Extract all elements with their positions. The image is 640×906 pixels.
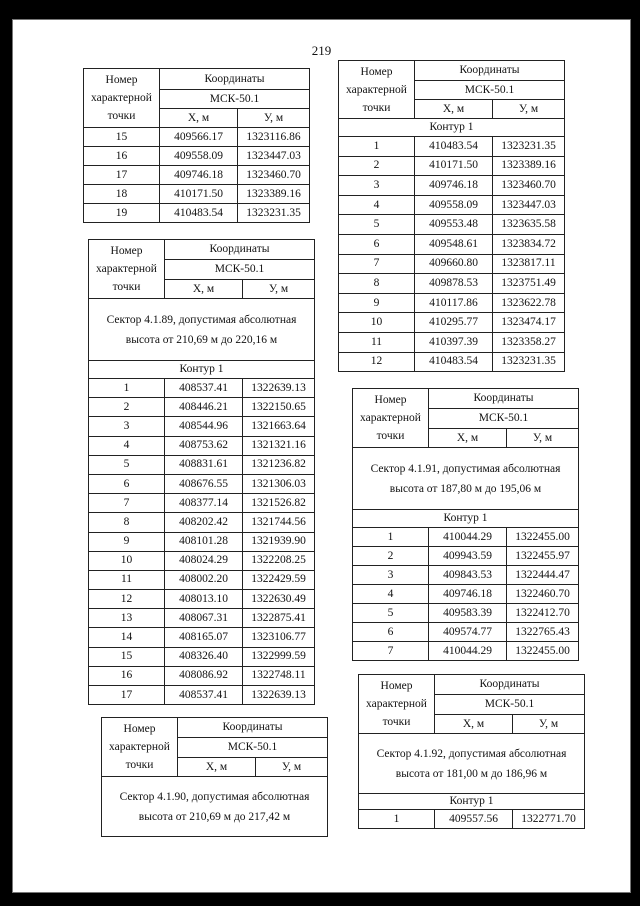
y-coordinate-cell: 1323358.27: [493, 332, 565, 352]
y-coordinate-cell: 1322999.59: [243, 647, 315, 666]
point-number-cell: 3: [353, 566, 429, 585]
y-coordinate-cell: 1323447.03: [238, 147, 310, 166]
header-point-number: Номер характерной точки: [89, 240, 165, 299]
y-coordinate-cell: 1321236.82: [243, 455, 315, 474]
table-row: [353, 528, 579, 547]
table-row: [84, 204, 310, 223]
point-number-cell: 15: [84, 128, 160, 147]
table-row: [339, 234, 565, 254]
point-number-cell: 17: [84, 166, 160, 185]
point-number-cell: 17: [89, 686, 165, 705]
point-number-cell: 1: [89, 379, 165, 398]
x-coordinate-cell: 408537.41: [165, 686, 243, 705]
header-y: У, м: [507, 429, 579, 448]
x-coordinate-cell: 408326.40: [165, 647, 243, 666]
table-row: [339, 293, 565, 313]
y-coordinate-cell: 1322455.97: [507, 547, 579, 566]
point-number-cell: 1: [339, 137, 415, 157]
point-number-cell: 6: [353, 623, 429, 642]
table-row: [89, 609, 315, 628]
x-coordinate-cell: 410044.29: [429, 642, 507, 661]
table-row: [353, 604, 579, 623]
y-coordinate-cell: 1322208.25: [243, 551, 315, 570]
point-number-cell: 10: [339, 313, 415, 333]
x-coordinate-cell: 410483.54: [160, 204, 238, 223]
header-coordinate-system: МСК-50.1: [178, 738, 328, 758]
point-number-cell: 4: [353, 585, 429, 604]
header-coordinate-system: МСК-50.1: [429, 409, 579, 429]
point-number-cell: 5: [353, 604, 429, 623]
table-row: [339, 137, 565, 157]
header-coordinate-system: МСК-50.1: [160, 90, 310, 109]
point-number-cell: 6: [89, 474, 165, 493]
table-row: [89, 494, 315, 513]
table-row: [89, 513, 315, 532]
header-point-number: Номер характерной точки: [339, 61, 415, 119]
table-row: [339, 254, 565, 274]
x-coordinate-cell: 409566.17: [160, 128, 238, 147]
y-coordinate-cell: 1323474.17: [493, 313, 565, 333]
y-coordinate-cell: 1321321.16: [243, 436, 315, 455]
x-coordinate-cell: 408676.55: [165, 474, 243, 493]
coordinates-table: [101, 717, 328, 837]
y-coordinate-cell: 1322455.00: [507, 642, 579, 661]
point-number-cell: 3: [89, 417, 165, 436]
coordinates-table: [83, 68, 310, 223]
y-coordinate-cell: 1321744.56: [243, 513, 315, 532]
point-number-cell: 4: [89, 436, 165, 455]
table-row: [89, 474, 315, 493]
point-number-cell: 7: [89, 494, 165, 513]
point-number-cell: 11: [89, 570, 165, 589]
y-coordinate-cell: 1323460.70: [238, 166, 310, 185]
x-coordinate-cell: 408377.14: [165, 494, 243, 513]
point-number-cell: 12: [89, 590, 165, 609]
point-number-cell: 9: [89, 532, 165, 551]
point-number-cell: 2: [353, 547, 429, 566]
y-coordinate-cell: 1323751.49: [493, 274, 565, 294]
x-coordinate-cell: 408002.20: [165, 570, 243, 589]
table-row: [89, 666, 315, 685]
y-coordinate-cell: 1322150.65: [243, 398, 315, 417]
table-row: [353, 585, 579, 604]
header-coordinates: Координаты: [415, 61, 565, 81]
y-coordinate-cell: 1323231.35: [493, 137, 565, 157]
header-x: X, м: [435, 715, 513, 734]
sector-caption: Сектор 4.1.90, допустимая абсолютная высота от 210,69 м до 217,42 м: [102, 777, 328, 837]
y-coordinate-cell: 1321939.90: [243, 532, 315, 551]
point-number-cell: 4: [339, 195, 415, 215]
header-coordinate-system: МСК-50.1: [435, 695, 585, 715]
y-coordinate-cell: 1322630.49: [243, 590, 315, 609]
x-coordinate-cell: 408544.96: [165, 417, 243, 436]
x-coordinate-cell: 408101.28: [165, 532, 243, 551]
table-row: [339, 352, 565, 372]
header-point-number: Номер характерной точки: [102, 718, 178, 777]
y-coordinate-cell: 1322455.00: [507, 528, 579, 547]
y-coordinate-cell: 1323389.16: [238, 185, 310, 204]
table-row: [89, 532, 315, 551]
header-x: X, м: [165, 280, 243, 299]
sector-caption: Сектор 4.1.89, допустимая абсолютная высота от 210,69 м до 220,16 м: [89, 299, 315, 361]
header-x: X, м: [415, 100, 493, 119]
y-coordinate-cell: 1321663.64: [243, 417, 315, 436]
y-coordinate-cell: 1323834.72: [493, 234, 565, 254]
point-number-cell: 15: [89, 647, 165, 666]
header-y: У, м: [513, 715, 585, 734]
point-number-cell: 14: [89, 628, 165, 647]
coordinates-table: [358, 674, 585, 829]
y-coordinate-cell: 1323460.70: [493, 176, 565, 196]
x-coordinate-cell: 409843.53: [429, 566, 507, 585]
header-x: X, м: [178, 758, 256, 777]
table-row: [89, 570, 315, 589]
table-row: [339, 215, 565, 235]
table-row: [353, 642, 579, 661]
x-coordinate-cell: 409943.59: [429, 547, 507, 566]
point-number-cell: 6: [339, 234, 415, 254]
y-coordinate-cell: 1323389.16: [493, 156, 565, 176]
header-coordinates: Координаты: [165, 240, 315, 260]
x-coordinate-cell: 409558.09: [160, 147, 238, 166]
x-coordinate-cell: 408067.31: [165, 609, 243, 628]
x-coordinate-cell: 409553.48: [415, 215, 493, 235]
header-coordinates: Координаты: [429, 389, 579, 409]
table-row: [359, 810, 585, 829]
y-coordinate-cell: 1323447.03: [493, 195, 565, 215]
table-row: [339, 156, 565, 176]
header-coordinate-system: МСК-50.1: [165, 260, 315, 280]
header-y: У, м: [238, 109, 310, 128]
sector-caption: Сектор 4.1.92, допустимая абсолютная высота от 181,00 м до 186,96 м: [359, 734, 585, 794]
x-coordinate-cell: 409558.09: [415, 195, 493, 215]
table-row: [339, 195, 565, 215]
x-coordinate-cell: 410171.50: [160, 185, 238, 204]
y-coordinate-cell: 1322748.11: [243, 666, 315, 685]
y-coordinate-cell: 1322875.41: [243, 609, 315, 628]
point-number-cell: 19: [84, 204, 160, 223]
y-coordinate-cell: 1322639.13: [243, 379, 315, 398]
table-row: [353, 547, 579, 566]
x-coordinate-cell: 409746.18: [429, 585, 507, 604]
x-coordinate-cell: 408202.42: [165, 513, 243, 532]
header-point-number: Номер характерной точки: [359, 675, 435, 734]
x-coordinate-cell: 408024.29: [165, 551, 243, 570]
y-coordinate-cell: 1321526.82: [243, 494, 315, 513]
table-row: [89, 379, 315, 398]
x-coordinate-cell: 410117.86: [415, 293, 493, 313]
y-coordinate-cell: 1322460.70: [507, 585, 579, 604]
y-coordinate-cell: 1322765.43: [507, 623, 579, 642]
point-number-cell: 9: [339, 293, 415, 313]
table-row: [89, 551, 315, 570]
y-coordinate-cell: 1321306.03: [243, 474, 315, 493]
header-coordinates: Координаты: [435, 675, 585, 695]
table-row: [339, 313, 565, 333]
x-coordinate-cell: 409746.18: [415, 176, 493, 196]
table-row: [89, 455, 315, 474]
point-number-cell: 10: [89, 551, 165, 570]
document-page: [13, 20, 630, 892]
x-coordinate-cell: 409878.53: [415, 274, 493, 294]
y-coordinate-cell: 1322412.70: [507, 604, 579, 623]
table-row: [339, 274, 565, 294]
x-coordinate-cell: 409574.77: [429, 623, 507, 642]
x-coordinate-cell: 408753.62: [165, 436, 243, 455]
table-row: [353, 566, 579, 585]
table-row: [84, 185, 310, 204]
y-coordinate-cell: 1323622.78: [493, 293, 565, 313]
x-coordinate-cell: 408086.92: [165, 666, 243, 685]
table-row: [89, 436, 315, 455]
x-coordinate-cell: 408537.41: [165, 379, 243, 398]
page-number: 219: [311, 43, 332, 58]
x-coordinate-cell: 409660.80: [415, 254, 493, 274]
header-x: X, м: [160, 109, 238, 128]
point-number-cell: 1: [359, 810, 435, 829]
x-coordinate-cell: 410483.54: [415, 352, 493, 372]
header-y: У, м: [243, 280, 315, 299]
x-coordinate-cell: 408165.07: [165, 628, 243, 647]
table-row: [89, 417, 315, 436]
point-number-cell: 5: [339, 215, 415, 235]
point-number-cell: 16: [84, 147, 160, 166]
point-number-cell: 11: [339, 332, 415, 352]
point-number-cell: 13: [89, 609, 165, 628]
coordinates-table: [352, 388, 579, 661]
y-coordinate-cell: 1322429.59: [243, 570, 315, 589]
table-row: [89, 628, 315, 647]
header-coordinates: Координаты: [178, 718, 328, 738]
y-coordinate-cell: 1322639.13: [243, 686, 315, 705]
y-coordinate-cell: 1323231.35: [493, 352, 565, 372]
point-number-cell: 3: [339, 176, 415, 196]
x-coordinate-cell: 409557.56: [435, 810, 513, 829]
y-coordinate-cell: 1323116.86: [238, 128, 310, 147]
contour-caption: Контур 1: [89, 361, 315, 379]
table-row: [339, 176, 565, 196]
coordinates-table: [338, 60, 565, 372]
header-x: X, м: [429, 429, 507, 448]
x-coordinate-cell: 410044.29: [429, 528, 507, 547]
y-coordinate-cell: 1323635.58: [493, 215, 565, 235]
table-row: [89, 647, 315, 666]
x-coordinate-cell: 410295.77: [415, 313, 493, 333]
y-coordinate-cell: 1322444.47: [507, 566, 579, 585]
y-coordinate-cell: 1323817.11: [493, 254, 565, 274]
point-number-cell: 7: [353, 642, 429, 661]
header-coordinate-system: МСК-50.1: [415, 81, 565, 100]
y-coordinate-cell: 1323106.77: [243, 628, 315, 647]
x-coordinate-cell: 409746.18: [160, 166, 238, 185]
point-number-cell: 2: [89, 398, 165, 417]
header-y: У, м: [493, 100, 565, 119]
table-row: [84, 147, 310, 166]
coordinates-table: [88, 239, 315, 705]
table-row: [84, 128, 310, 147]
x-coordinate-cell: 410397.39: [415, 332, 493, 352]
table-row: [339, 332, 565, 352]
table-row: [89, 590, 315, 609]
point-number-cell: 2: [339, 156, 415, 176]
sector-caption: Сектор 4.1.91, допустимая абсолютная высота от 187,80 м до 195,06 м: [353, 448, 579, 510]
header-y: У, м: [256, 758, 328, 777]
x-coordinate-cell: 408831.61: [165, 455, 243, 474]
contour-caption: Контур 1: [353, 510, 579, 528]
point-number-cell: 5: [89, 455, 165, 474]
header-point-number: Номер характерной точки: [84, 69, 160, 128]
point-number-cell: 12: [339, 352, 415, 372]
x-coordinate-cell: 408446.21: [165, 398, 243, 417]
x-coordinate-cell: 408013.10: [165, 590, 243, 609]
table-row: [89, 686, 315, 705]
x-coordinate-cell: 409548.61: [415, 234, 493, 254]
table-row: [84, 166, 310, 185]
point-number-cell: 8: [89, 513, 165, 532]
point-number-cell: 1: [353, 528, 429, 547]
x-coordinate-cell: 410483.54: [415, 137, 493, 157]
y-coordinate-cell: 1323231.35: [238, 204, 310, 223]
table-row: [89, 398, 315, 417]
point-number-cell: 18: [84, 185, 160, 204]
table-row: [353, 623, 579, 642]
point-number-cell: 16: [89, 666, 165, 685]
point-number-cell: 7: [339, 254, 415, 274]
point-number-cell: 8: [339, 274, 415, 294]
header-point-number: Номер характерной точки: [353, 389, 429, 448]
contour-caption: Контур 1: [359, 794, 585, 810]
header-coordinates: Координаты: [160, 69, 310, 90]
contour-caption: Контур 1: [339, 119, 565, 137]
x-coordinate-cell: 410171.50: [415, 156, 493, 176]
x-coordinate-cell: 409583.39: [429, 604, 507, 623]
y-coordinate-cell: 1322771.70: [513, 810, 585, 829]
